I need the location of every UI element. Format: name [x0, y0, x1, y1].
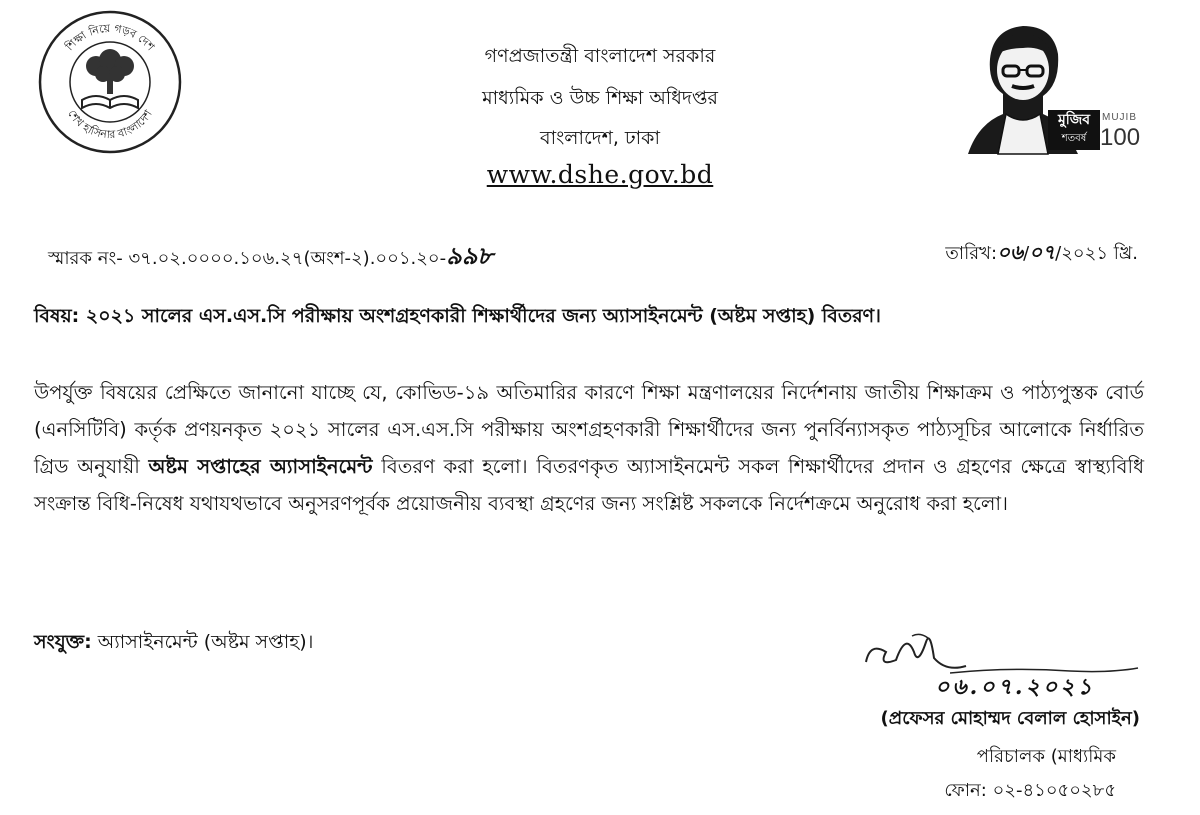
- body-part-1: উপর্যুক্ত বিষয়ের প্রেক্ষিতে জানানো যাচ্ছে যে, কোভিড-১৯ অতিমারির কারণে শিক্ষা মন্ত্রণালয়ের নির্দেশনায় জাতীয় শিক্ষাক্রম ও পাঠ্যপুস্তক বোর্ড (এনসিটিবি) কর্তৃক প্রণয়নকৃত ২০২১ সালের এস.এস.সি পরীক্ষায় অংশগ্রহণকারী শিক্ষার্থীদের জন্য পুনর্বিন্যাসকৃত পাঠ্যসূচির আলোকে নির্ধারিত গ্রিড অনুযায়ী: [34, 381, 1144, 478]
- header-line-2: মাধ্যমিক ও উচ্চ শিক্ষা অধিদপ্তর: [482, 87, 718, 109]
- header-line-3: বাংলাদেশ, ঢাকা: [540, 127, 660, 149]
- body-paragraph: [34, 374, 1144, 522]
- website-link[interactable]: www.dshe.gov.bd: [486, 160, 714, 189]
- signatory-name: (প্রফেসর মোহাম্মদ বেলাল হোসাইন): [880, 708, 1140, 729]
- body-part-2: বিতরণ করা হলো। বিতরণকৃত অ্যাসাইনমেন্ট সকল শিক্ষার্থীদের প্রদান ও গ্রহণের ক্ষেত্রে স্বাস্থ্যবিধি সংক্রান্ত বিধি-নিষেধ যথাযথভাবে অনুসরণপূর্বক প্রয়োজনীয় ব্যবস্থা গ্রহণের জন্য সংশ্লিষ্ট সকলকে নির্দেশক্রমে অনুরোধ করা হলো।: [34, 455, 1144, 515]
- subject-label: বিষয়:: [34, 305, 80, 327]
- date-month: ০৭: [1029, 240, 1056, 264]
- logo-bottom-text: শেখ হাসিনার বাংলাদেশ: [65, 107, 155, 142]
- memo-label: স্মারক নং- ৩৭.০২.০০০০.১০৬.২৭(অংশ-২).০০১.২০-: [48, 248, 447, 269]
- signatory-phone: ফোন: ০২-৪১০৫০২৮৫: [944, 780, 1116, 801]
- mujib-brand-bn: মুজিব: [1057, 112, 1091, 128]
- date-year: /২০২১ খ্রি.: [1055, 243, 1138, 264]
- mujib-100-logo: [948, 14, 1158, 164]
- attachment-line: [34, 628, 313, 660]
- dshe-logo: [36, 8, 184, 156]
- subject-text: ২০২১ সালের এস.এস.সি পরীক্ষায় অংশগ্রহণকারী শিক্ষার্থীদের জন্য অ্যাসাইনমেন্ট (অষ্টম সপ্তাহ) বিতরণ।: [85, 305, 881, 327]
- memo-number: [48, 238, 493, 278]
- body-bold-phrase: অষ্টম সপ্তাহের অ্যাসাইনমেন্ট: [148, 455, 373, 478]
- memo-handwritten-number: ৯৯৮: [446, 241, 493, 270]
- signatory-designation: পরিচালক (মাধ্যমিক: [976, 746, 1116, 767]
- date-label: তারিখ:: [945, 243, 998, 264]
- subject-line: [34, 302, 1164, 334]
- mujib-sub-bn: শতবর্ষ: [1061, 133, 1087, 144]
- header-line-1: গণপ্রজাতন্ত্রী বাংলাদেশ সরকার: [484, 45, 716, 67]
- memo-date: তারিখ:০৬/০৭/২০২১ খ্রি.: [945, 240, 1138, 264]
- mujib-brand-en: MUJIB: [1102, 112, 1137, 123]
- signature-date: ০৬.০৭.২০২১: [935, 674, 1095, 700]
- mujib-number: 100: [1100, 124, 1141, 151]
- date-day: ০৬: [997, 240, 1024, 264]
- signature-underline: [950, 662, 1140, 674]
- logo-top-text: শিক্ষা নিয়ে গড়ব দেশ: [63, 21, 158, 54]
- attachment-label: সংযুক্ত:: [34, 631, 92, 653]
- attachment-text: অ্যাসাইনমেন্ট (অষ্টম সপ্তাহ)।: [91, 631, 314, 653]
